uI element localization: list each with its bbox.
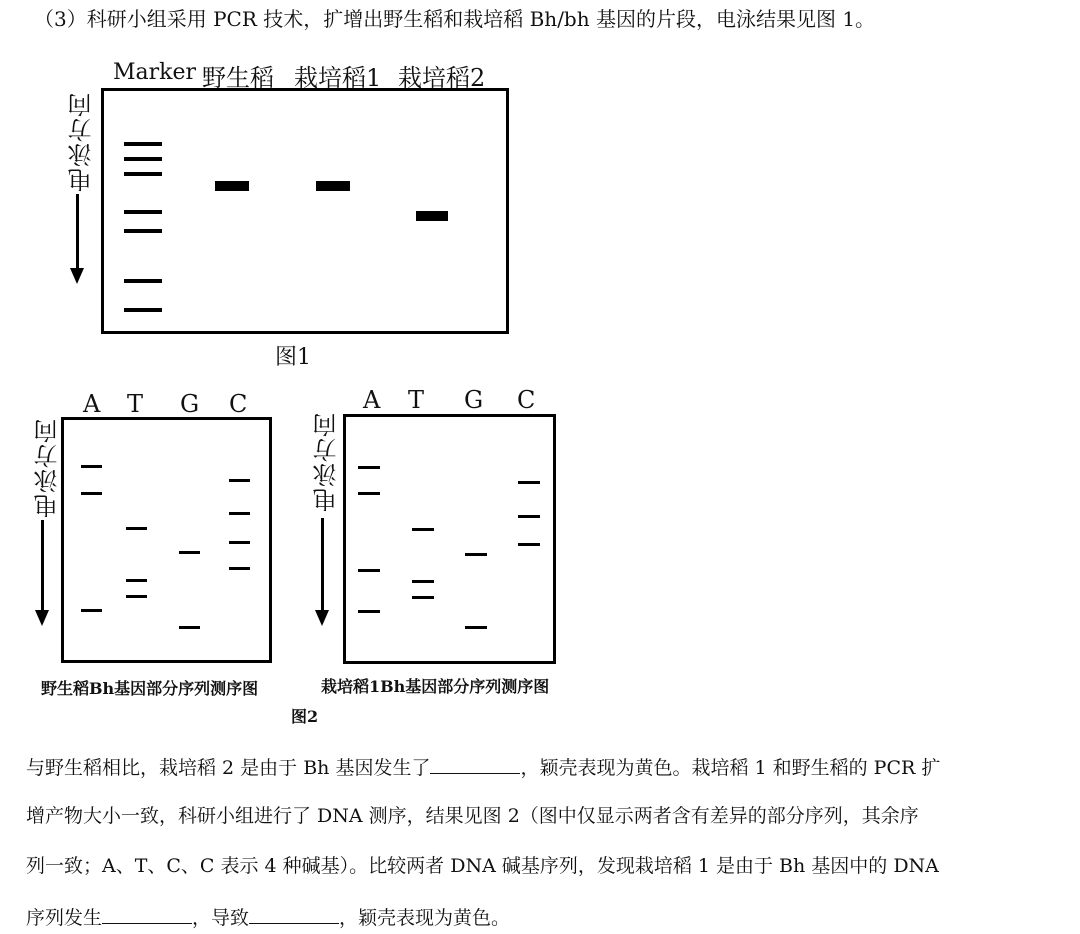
band-t (126, 579, 147, 582)
base-label-t: T (127, 390, 144, 418)
question-text: ，导致 (192, 907, 250, 929)
lane-label-cultivated-rice-2: 栽培稻2 (398, 64, 486, 92)
question-text: ，颖壳表现为黄色。 (339, 907, 511, 929)
band-t (412, 596, 434, 599)
direction-arrow-shaft (321, 518, 324, 610)
marker-band (124, 157, 162, 161)
base-label-g: G (464, 386, 484, 414)
wild-rice-band (215, 181, 249, 191)
band-g (179, 551, 200, 554)
marker-band (124, 229, 162, 233)
cultivated-rice-1-band (316, 181, 350, 191)
band-c (518, 515, 540, 518)
question-line-1 (26, 753, 940, 781)
base-label-t: T (408, 386, 425, 414)
question-line-2: 增产物大小一致，科研小组进行了 DNA 测序，结果见图 2（图中仅显示两者含有差异的部分序列，其余序 (26, 805, 919, 827)
electrophoresis-direction-label: 电泳方向 (34, 418, 62, 518)
sequencing-gel-frame (343, 414, 556, 664)
direction-arrow-shaft (76, 194, 79, 268)
panel-left-caption: 野生稻Bh基因部分序列测序图 (41, 679, 259, 698)
marker-band (124, 172, 162, 176)
marker-band (124, 279, 162, 283)
band-a (81, 609, 102, 612)
base-label-a: A (83, 390, 101, 418)
lane-label-wild-rice: 野生稻 (202, 64, 274, 92)
figure-2-caption: 图2 (291, 707, 319, 726)
band-t (126, 595, 147, 598)
band-a (358, 569, 380, 572)
band-t (412, 580, 434, 583)
electrophoresis-direction-label: 电泳方向 (313, 412, 341, 512)
band-c (518, 481, 540, 484)
intro-text: （3）科研小组采用 PCR 技术，扩增出野生稻和栽培稻 Bh/bh 基因的片段，电泳结果见图 1。 (34, 7, 876, 31)
lane-label-marker: Marker (113, 60, 197, 85)
panel-right-caption: 栽培稻1Bh基因部分序列测序图 (321, 677, 550, 696)
direction-arrow-icon (35, 610, 49, 626)
base-label-g: G (180, 390, 200, 418)
answer-blank[interactable] (430, 753, 520, 774)
base-label-a: A (363, 386, 381, 414)
band-g (179, 626, 200, 629)
base-label-c: C (517, 386, 536, 414)
direction-arrow-icon (315, 610, 329, 626)
marker-band (124, 142, 162, 146)
band-t (126, 527, 147, 530)
band-t (412, 528, 434, 531)
band-c (229, 567, 250, 570)
band-a (81, 465, 102, 468)
band-c (229, 541, 250, 544)
band-c (229, 512, 250, 515)
band-c (229, 479, 250, 482)
question-text: 序列发生 (26, 907, 103, 929)
lane-label-cultivated-rice-1: 栽培稻1 (294, 64, 382, 92)
answer-blank[interactable] (249, 903, 339, 924)
band-a (358, 492, 380, 495)
figure-1-caption: 图1 (275, 345, 311, 370)
direction-arrow-icon (70, 268, 84, 284)
band-a (358, 466, 380, 469)
band-g (465, 553, 487, 556)
base-label-c: C (229, 390, 248, 418)
answer-blank[interactable] (102, 903, 192, 924)
question-line-4 (26, 903, 510, 931)
sequencing-gel-frame (61, 417, 272, 663)
band-a (81, 492, 102, 495)
question-line-3: 列一致；A、T、C、C 表示 4 种碱基）。比较两者 DNA 碱基序列，发现栽培稻 1 是由于 Bh 基因中的 DNA (26, 855, 939, 877)
marker-band (124, 210, 162, 214)
band-a (358, 610, 380, 613)
band-g (465, 626, 487, 629)
electrophoresis-direction-label: 电泳方向 (68, 92, 96, 192)
question-text: 与野生稻相比，栽培稻 2 是由于 Bh 基因发生了 (26, 757, 431, 779)
band-c (518, 543, 540, 546)
cultivated-rice-2-band (416, 211, 448, 221)
marker-band (124, 308, 162, 312)
question-text: ，颖壳表现为黄色。栽培稻 1 和野生稻的 PCR 扩 (520, 757, 941, 779)
direction-arrow-shaft (41, 520, 44, 610)
